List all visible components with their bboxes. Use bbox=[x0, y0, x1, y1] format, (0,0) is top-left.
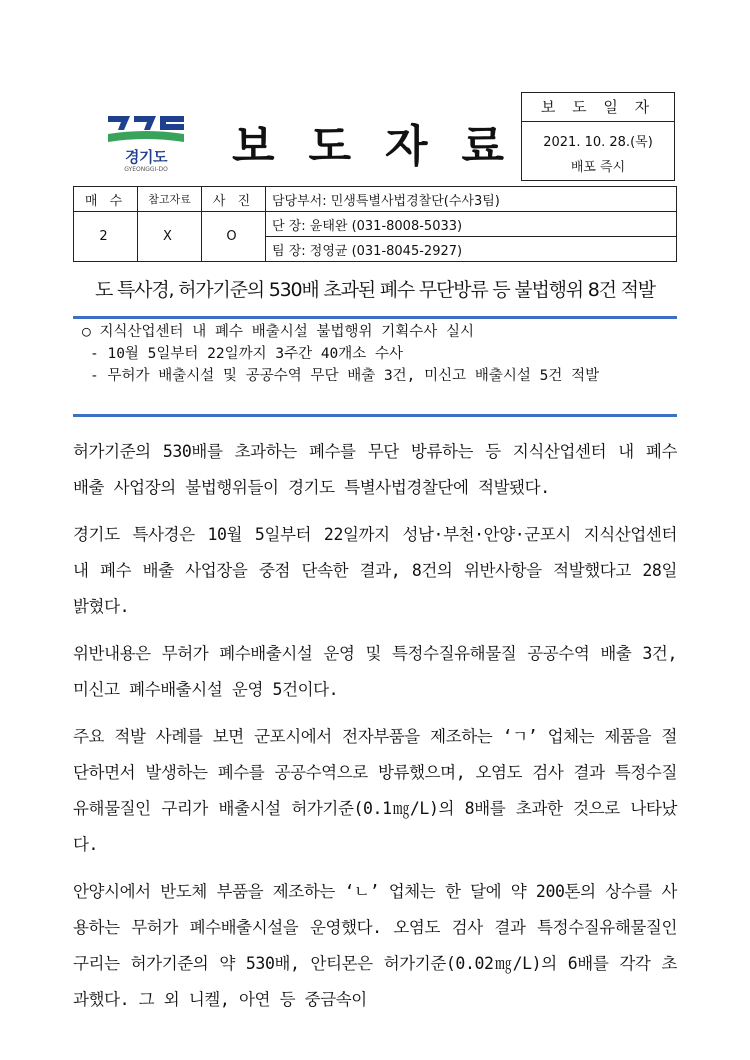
page-title: 보도자료 bbox=[232, 121, 539, 172]
paragraph: 주요 적발 사례를 보면 군포시에서 전자부품을 제조하는 ‘ㄱ’ 업체는 제품을 절단하면서 발생하는 폐수를 공공수역으로 방류했으며, 오염도 검사 결과 특정수질유해물질인 구리가 배출시설 허가기준(0.1㎎/L)의 8배를 초과한 것으로 나타났다. bbox=[73, 727, 677, 854]
summary-bottom-rule bbox=[73, 414, 677, 417]
info-table bbox=[73, 186, 677, 262]
value-pages: 2 bbox=[74, 212, 138, 262]
summary-line: - 10월 5일부터 22일까지 3주간 40개소 수사 bbox=[90, 346, 404, 362]
value-photo: O bbox=[202, 212, 266, 262]
team-lead-contact: 팀 장: 정영균 (031-8045-2927) bbox=[266, 237, 677, 262]
summary-line: ○ 지식산업센터 내 폐수 배출시설 불법행위 기획수사 실시 bbox=[82, 324, 474, 340]
release-timing: 배포 즉시 bbox=[570, 160, 626, 175]
paragraph: 안양시에서 반도체 부품을 제조하는 ‘ㄴ’ 업체는 한 달에 약 200톤의 상수를 사용하는 무허가 폐수배출시설을 운영했다. 오염도 검사 결과 특정수질유해물질인 구리는 허가기준의 약 530배, 안티몬은 허가기준(0.02㎎/L)의 6배를 각각 초과했다. 그 외 니켈, 아연 등 중금속이 bbox=[73, 882, 677, 1009]
headline: 도 특사경, 허가기준의 530배 초과된 폐수 무단방류 등 불법행위 8건 적발 bbox=[95, 279, 655, 301]
release-date-box bbox=[521, 92, 675, 181]
header-reference: 참고자료 bbox=[138, 187, 202, 212]
header-pages: 매 수 bbox=[74, 187, 138, 212]
summary-line: - 무허가 배출시설 및 공공수역 무단 배출 3건, 미신고 배출시설 5건 적발 bbox=[90, 368, 600, 384]
release-date-label: 보 도 일 자 bbox=[522, 93, 674, 122]
summary-top-rule bbox=[73, 316, 677, 319]
logo-subtext: GYEONGGI-DO bbox=[124, 166, 168, 173]
logo-text: 경기도 bbox=[125, 148, 167, 166]
release-date: 2021. 10. 28.(목) bbox=[543, 135, 653, 150]
header-photo: 사 진 bbox=[202, 187, 266, 212]
article-body bbox=[73, 434, 677, 1029]
gyeonggi-logo bbox=[104, 110, 188, 180]
logo-mark-icon bbox=[104, 110, 188, 146]
summary-box bbox=[82, 321, 672, 387]
chief-contact: 단 장: 윤태완 (031-8008-5033) bbox=[266, 212, 677, 237]
paragraph: 허가기준의 530배를 초과하는 폐수를 무단 방류하는 등 지식산업센터 내 폐수 배출 사업장의 불법행위들이 경기도 특별사법경찰단에 적발됐다. bbox=[73, 442, 677, 497]
paragraph: 경기도 특사경은 10월 5일부터 22일까지 성남·부천·안양·군포시 지식산업센터 내 폐수 배출 사업장을 중점 단속한 결과, 8건의 위반사항을 적발했다고 28일 밝혔다. bbox=[73, 525, 677, 616]
paragraph: 위반내용은 무허가 폐수배출시설 운영 및 특정수질유해물질 공공수역 배출 3건, 미신고 폐수배출시설 운영 5건이다. bbox=[73, 644, 677, 699]
dept-cell: 담당부서: 민생특별사법경찰단(수사3팀) bbox=[266, 187, 677, 212]
value-reference: X bbox=[138, 212, 202, 262]
